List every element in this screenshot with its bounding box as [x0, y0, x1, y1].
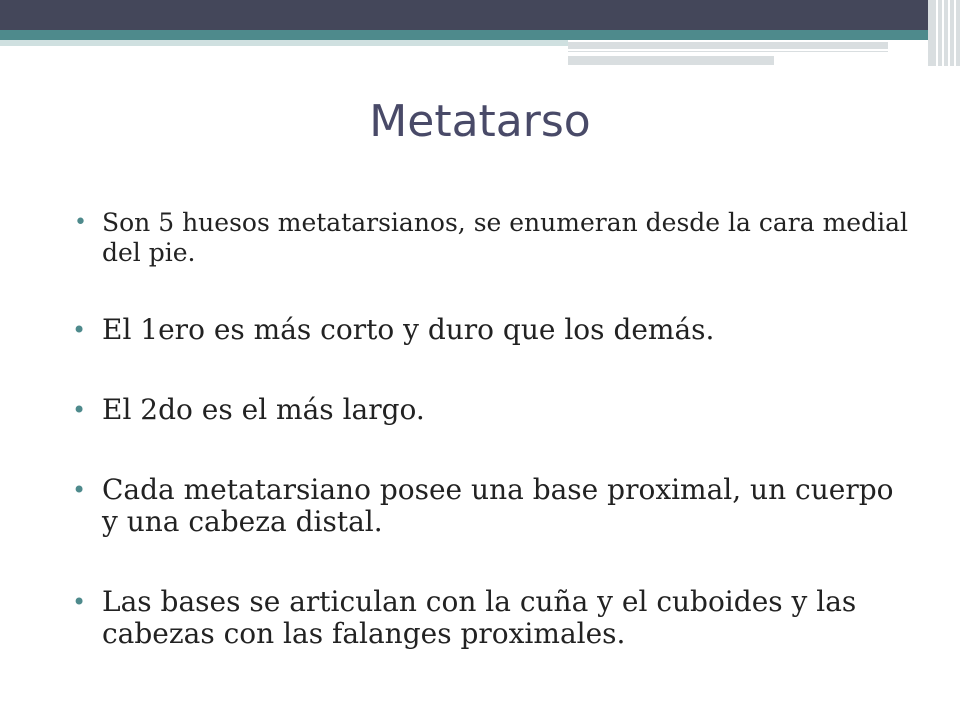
header-corner-ornament [928, 0, 960, 66]
bullet-text: Las bases se articulan con la cuña y el cuboides y las cabezas con las falanges proximales. [102, 585, 857, 650]
header-bar-light [0, 40, 568, 46]
bullet-item [72, 586, 912, 650]
bullet-text: Son 5 huesos metatarsianos, se enumeran desde la cara medial del pie. [102, 208, 908, 267]
bullet-dot-icon: • [74, 210, 87, 235]
bullet-dot-icon: • [72, 316, 87, 344]
bullet-text: El 2do es el más largo. [102, 393, 425, 426]
bullet-text: El 1ero es más corto y duro que los demás. [102, 313, 715, 346]
header-bar-gray-lower [568, 56, 774, 65]
bullet-text: Cada metatarsiano posee una base proximal, un cuerpo y una cabeza distal. [102, 473, 894, 538]
bullet-list [72, 208, 912, 698]
header-bar-divider [568, 49, 888, 51]
header-bar-dark [0, 0, 960, 30]
header-bar-teal [0, 30, 960, 40]
bullet-item [72, 394, 912, 426]
bullet-item [72, 474, 912, 538]
bullet-dot-icon: • [72, 396, 87, 424]
bullet-dot-icon: • [72, 476, 87, 504]
bullet-item [72, 314, 912, 346]
slide-title: Metatarso [369, 96, 591, 147]
bullet-item [72, 208, 912, 268]
bullet-dot-icon: • [72, 588, 87, 616]
